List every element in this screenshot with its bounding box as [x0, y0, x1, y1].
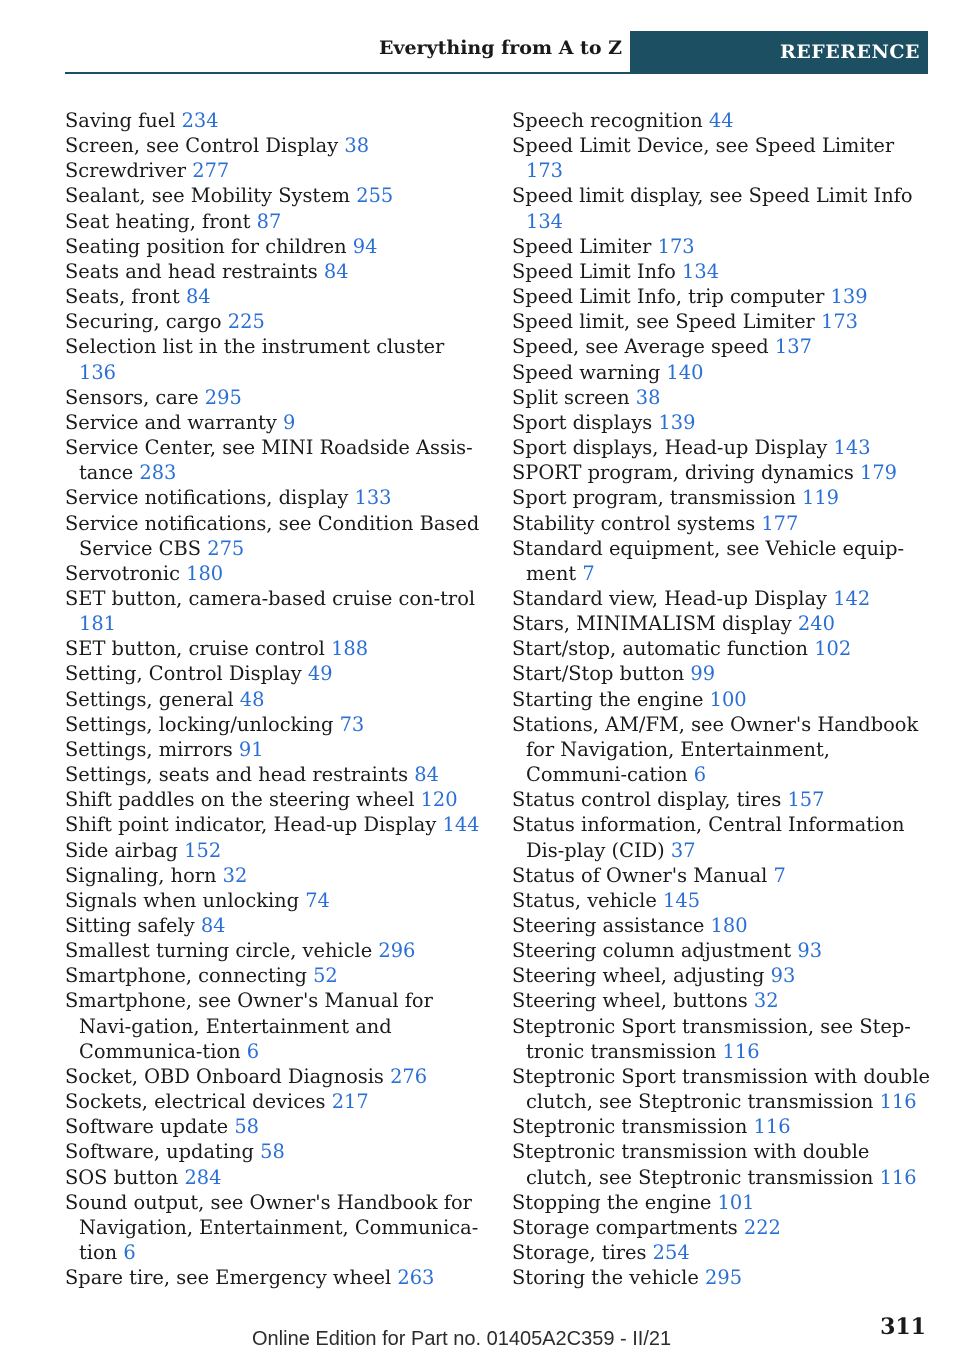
index-entry-page-link[interactable]: 181: [79, 612, 117, 636]
index-entry-term: Side airbag: [65, 838, 178, 862]
index-entry: [65, 913, 485, 938]
index-entry-term: Software update: [65, 1115, 229, 1139]
index-entry: [512, 1114, 937, 1139]
index-entry: [65, 511, 485, 561]
index-entry-page-link[interactable]: 240: [797, 612, 835, 636]
index-entry-term: Settings, locking/unlocking: [65, 712, 334, 736]
index-entry-term: SET button, camera-based cruise con-trol: [65, 586, 476, 610]
index-entry: [512, 108, 937, 133]
index-entry-page-link[interactable]: 73: [339, 712, 365, 736]
index-entry: [65, 234, 485, 259]
index-entry-term: Storage, tires: [512, 1241, 647, 1265]
index-entry: [65, 661, 485, 686]
index-entry-page-link[interactable]: 180: [710, 914, 748, 937]
index-entry-term: Settings, mirrors: [65, 737, 233, 761]
index-entry-term: Shift paddles on the steering wheel: [65, 788, 415, 812]
index-entry: [512, 963, 937, 988]
index-entry-page-link[interactable]: 234: [181, 109, 219, 132]
index-entry: [65, 385, 485, 410]
index-entry-page-link[interactable]: 179: [860, 461, 898, 485]
index-entry-page-link[interactable]: 173: [526, 159, 564, 183]
index-entry-term: Screen, see Control Display: [65, 134, 339, 158]
index-entry-term: Sitting safely: [65, 914, 195, 937]
index-entry-page-link[interactable]: 6: [693, 763, 707, 787]
index-entry-term: Standard equipment, see Vehicle equip-ment: [512, 536, 905, 585]
index-entry: [65, 737, 485, 762]
index-entry-term: Sound output, see Owner's Handbook for Navigation, Entertainment, Communica-tion: [65, 1190, 479, 1265]
index-entry-term: Start/Stop button: [512, 662, 685, 686]
index-entry-term: Speech recognition: [512, 109, 703, 132]
section-title: Everything from A to Z: [378, 37, 622, 59]
index-entry: [512, 611, 937, 636]
index-entry-page-link[interactable]: 74: [305, 888, 330, 912]
index-entry-page-link[interactable]: 93: [797, 939, 823, 963]
index-entry-page-link[interactable]: 7: [773, 863, 786, 887]
index-entry: [65, 133, 485, 158]
index-entry-page-link[interactable]: 84: [323, 259, 349, 283]
index-entry-term: Speed Limit Info, trip computer: [512, 285, 825, 309]
index-entry-term: Service notifications, see Condition Based Service CBS: [65, 511, 480, 560]
index-entry: [65, 561, 485, 586]
index-entry-term: Speed Limiter: [512, 234, 652, 258]
index-entry: [65, 762, 485, 787]
index-entry-term: Sealant, see Mobility System: [65, 184, 351, 208]
index-entry: [65, 838, 485, 863]
index-entry: [512, 863, 937, 888]
index-entry-term: Signals when unlocking: [65, 888, 300, 912]
index-entry: [512, 334, 937, 359]
index-entry-term: Storage compartments: [512, 1215, 738, 1239]
index-entry-term: Steering wheel, buttons: [512, 989, 748, 1013]
index-entry-term: Speed, see Average speed: [512, 335, 769, 359]
index-entry-term: Steering assistance: [512, 914, 705, 937]
index-entry: [65, 1165, 485, 1190]
index-entry-term: Servotronic: [65, 561, 180, 585]
index-entry: [65, 309, 485, 334]
index-entry-page-link[interactable]: 143: [833, 436, 871, 460]
index-entry-term: Socket, OBD Onboard Diagnosis: [65, 1064, 384, 1088]
index-entry-term: Sport program, transmission: [512, 486, 796, 510]
index-entry-term: Sport displays, Head-up Display: [512, 436, 828, 460]
index-entry: [65, 485, 485, 510]
index-entry: [512, 1240, 937, 1265]
index-entry-page-link[interactable]: 139: [830, 285, 868, 309]
index-entry-page-link[interactable]: 137: [774, 335, 812, 359]
index-entry-term: Steptronic transmission: [512, 1115, 748, 1139]
index-entry-page-link[interactable]: 38: [635, 385, 661, 409]
index-entry-page-link[interactable]: 255: [356, 184, 394, 208]
page-number: 311: [880, 1314, 926, 1340]
index-entry-page-link[interactable]: 6: [246, 1039, 260, 1063]
index-entry-term: Sockets, electrical devices: [65, 1090, 326, 1114]
index-entry-term: Split screen: [512, 385, 630, 409]
index-entry-term: Status of Owner's Manual: [512, 863, 768, 887]
index-entry-term: Steptronic Sport transmission, see Step-tronic transmission: [512, 1014, 911, 1063]
index-entry-page-link[interactable]: 283: [139, 461, 177, 485]
index-entry-term: SOS button: [65, 1165, 179, 1189]
index-entry: [65, 988, 485, 1063]
index-entry-term: Software, updating: [65, 1140, 254, 1164]
index-entry: [512, 787, 937, 812]
index-entry: [65, 938, 485, 963]
index-entry-page-link[interactable]: 254: [652, 1241, 690, 1265]
index-entry: [512, 485, 937, 510]
index-entry-page-link[interactable]: 116: [879, 1090, 917, 1114]
index-entry: [65, 284, 485, 309]
index-entry: [65, 1064, 485, 1089]
index-entry-term: Speed limit, see Speed Limiter: [512, 310, 815, 334]
index-entry-term: Status information, Central Information Dis-play (CID): [512, 813, 905, 862]
index-entry: [512, 586, 937, 611]
index-entry-term: Steptronic Sport transmission with double clutch, see Steptronic transmission: [512, 1064, 930, 1114]
index-entry: [512, 360, 937, 385]
index-column-right: [512, 108, 937, 1290]
index-entry: [65, 812, 485, 837]
index-entry: [512, 1190, 937, 1215]
index-entry: [512, 1064, 937, 1114]
index-entry-page-link[interactable]: 116: [722, 1039, 760, 1063]
index-entry-term: Seat heating, front: [65, 209, 251, 233]
index-entry-page-link[interactable]: 44: [708, 109, 734, 132]
index-entry: [65, 183, 485, 208]
index-entry-page-link[interactable]: 102: [814, 637, 852, 661]
index-entry-term: Stability control systems: [512, 511, 756, 535]
index-entry: [65, 1190, 485, 1265]
index-entry-term: Speed warning: [512, 360, 661, 384]
index-entry-page-link[interactable]: 84: [185, 285, 211, 309]
index-entry-term: Saving fuel: [65, 109, 176, 132]
edition-footer: Online Edition for Part no. 01405A2C359 - II/21: [252, 1328, 672, 1350]
index-entry: [65, 1114, 485, 1139]
index-entry: [512, 812, 937, 862]
index-entry: [65, 410, 485, 435]
index-entry-page-link[interactable]: 87: [256, 209, 282, 233]
index-entry-page-link[interactable]: 136: [79, 360, 117, 384]
index-entry: [512, 913, 937, 938]
index-entry-page-link[interactable]: 7: [582, 561, 595, 585]
index-entry-page-link[interactable]: 134: [526, 209, 564, 233]
index-column-left: [65, 108, 485, 1290]
index-entry-term: Seats and head restraints: [65, 259, 318, 283]
index-entry-page-link[interactable]: 173: [821, 310, 859, 334]
index-entry-page-link[interactable]: 120: [420, 788, 458, 812]
index-entry-page-link[interactable]: 119: [802, 486, 840, 510]
index-entry-term: Sport displays: [512, 410, 653, 434]
index-entry-page-link[interactable]: 222: [743, 1215, 781, 1239]
index-entry-page-link[interactable]: 180: [186, 561, 224, 585]
index-entry-page-link[interactable]: 101: [717, 1190, 755, 1214]
index-entry-page-link[interactable]: 188: [331, 637, 369, 661]
index-entry-page-link[interactable]: 58: [260, 1140, 285, 1164]
index-entry-term: Smartphone, see Owner's Manual for Navi-gation, Entertainment and Communica-tion: [65, 989, 433, 1063]
index-entry-page-link[interactable]: 48: [239, 687, 265, 711]
index-entry-term: Stations, AM/FM, see Owner's Handbook for Navigation, Entertainment, Communi-cation: [512, 712, 919, 787]
index-entry-page-link[interactable]: 177: [761, 511, 799, 535]
index-entry: [512, 1139, 937, 1189]
index-entry-term: Securing, cargo: [65, 310, 222, 334]
index-entry-page-link[interactable]: 32: [753, 989, 779, 1013]
index-entry-page-link[interactable]: 276: [390, 1064, 428, 1088]
index-entry: [512, 259, 937, 284]
index-entry: [512, 938, 937, 963]
index-entry-page-link[interactable]: 84: [414, 763, 439, 787]
index-entry-page-link[interactable]: 157: [787, 788, 825, 812]
index-entry-page-link[interactable]: 91: [238, 737, 264, 761]
index-entry: [65, 687, 485, 712]
index-entry: [512, 410, 937, 435]
index-entry-term: Speed Limit Device, see Speed Limiter: [512, 134, 895, 158]
index-entry-page-link[interactable]: 217: [331, 1090, 369, 1114]
index-entry: [65, 259, 485, 284]
index-entry: [65, 636, 485, 661]
index-entry-term: Seating position for children: [65, 234, 347, 258]
index-entry: [512, 284, 937, 309]
index-entry-term: Sensors, care: [65, 385, 199, 409]
index-entry: [512, 988, 937, 1013]
index-entry-term: Service Center, see MINI Roadside Assis-tance: [65, 436, 473, 485]
index-entry-term: Seats, front: [65, 285, 180, 309]
index-entry: [512, 1215, 937, 1240]
index-entry-term: SPORT program, driving dynamics: [512, 461, 854, 485]
index-entry: [512, 687, 937, 712]
index-entry-term: Steering column adjustment: [512, 939, 792, 963]
index-entry-page-link[interactable]: 94: [352, 234, 378, 258]
page-header: [65, 31, 928, 74]
index-entry-page-link[interactable]: 295: [204, 385, 242, 409]
index-entry: [65, 209, 485, 234]
index-entry-page-link[interactable]: 225: [227, 310, 265, 334]
index-entry-page-link[interactable]: 140: [666, 360, 704, 384]
index-entry-term: Steptronic transmission with double clutch, see Steptronic transmission: [512, 1140, 874, 1189]
index-entry-term: Shift point indicator, Head-up Display: [65, 813, 437, 837]
index-entry-term: Signaling, horn: [65, 863, 217, 887]
index-entry-page-link[interactable]: 116: [879, 1165, 917, 1189]
index-entry: [65, 963, 485, 988]
index-entry: [65, 108, 485, 133]
index-entry-term: Setting, Control Display: [65, 662, 302, 686]
index-entry-term: Stopping the engine: [512, 1190, 712, 1214]
index-entry-page-link[interactable]: 99: [690, 662, 716, 686]
index-entry: [512, 234, 937, 259]
index-entry-page-link[interactable]: 52: [313, 964, 338, 988]
index-entry: [512, 661, 937, 686]
index-entry-term: Status, vehicle: [512, 888, 657, 912]
index-entry: [65, 1089, 485, 1114]
index-entry-term: Start/stop, automatic function: [512, 637, 809, 661]
index-entry: [65, 158, 485, 183]
index-entry-page-link[interactable]: 38: [344, 134, 370, 158]
index-entry-page-link[interactable]: 142: [833, 586, 871, 610]
index-entry: [512, 536, 937, 586]
reference-tab: [630, 31, 928, 72]
index-entry-term: Settings, seats and head restraints: [65, 763, 409, 787]
index-entry-page-link[interactable]: 139: [658, 410, 696, 434]
index-entry: [512, 888, 937, 913]
index-entry-term: SET button, cruise control: [65, 637, 325, 661]
index-entry: [512, 309, 937, 334]
index-entry-term: Selection list in the instrument cluster: [65, 335, 445, 359]
index-entry-page-link[interactable]: 296: [378, 939, 416, 963]
index-entry: [512, 636, 937, 661]
index-entry-page-link[interactable]: 93: [770, 964, 796, 988]
reference-tab-label: REFERENCE: [780, 40, 920, 63]
index-entry-term: Service notifications, display: [65, 486, 349, 510]
index-entry-page-link[interactable]: 84: [200, 914, 226, 937]
index-entry-page-link[interactable]: 9: [282, 410, 296, 434]
index-entry: [512, 1265, 937, 1290]
index-entry-page-link[interactable]: 134: [682, 259, 720, 283]
index-entry-term: Status control display, tires: [512, 788, 782, 812]
index-entry-page-link[interactable]: 284: [184, 1165, 222, 1189]
index-entry-page-link[interactable]: 133: [354, 486, 392, 510]
index-entry: [65, 863, 485, 888]
index-entry-page-link[interactable]: 275: [207, 536, 245, 560]
index-entry-page-link[interactable]: 49: [307, 662, 333, 686]
index-entry-page-link[interactable]: 58: [234, 1115, 259, 1139]
index-entry: [65, 334, 485, 384]
index-entry-page-link[interactable]: 145: [663, 888, 701, 912]
index-entry-term: Spare tire, see Emergency wheel: [65, 1266, 392, 1290]
index-entry-page-link[interactable]: 152: [184, 838, 222, 862]
index-entry: [65, 888, 485, 913]
index-entry: [65, 586, 485, 636]
index-entry: [512, 183, 937, 233]
index-entry-page-link[interactable]: 100: [709, 687, 747, 711]
index-entry-page-link[interactable]: 277: [192, 159, 230, 183]
index-entry: [65, 712, 485, 737]
index-entry-term: Smallest turning circle, vehicle: [65, 939, 373, 963]
index-entry: [512, 460, 937, 485]
index-entry-page-link[interactable]: 295: [705, 1266, 743, 1290]
index-entry-page-link[interactable]: 144: [442, 813, 480, 837]
index-entry-page-link[interactable]: 263: [397, 1266, 435, 1290]
index-entry-page-link[interactable]: 32: [222, 863, 248, 887]
index-entry-term: Speed Limit Info: [512, 259, 676, 283]
index-entry: [65, 1265, 485, 1290]
index-entry-term: Settings, general: [65, 687, 234, 711]
index-entry-page-link[interactable]: 116: [753, 1115, 791, 1139]
index-entry-term: Service and warranty: [65, 410, 277, 434]
index-entry-term: Steering wheel, adjusting: [512, 964, 765, 988]
index-entry: [512, 133, 937, 183]
index-entry-term: Stars, MINIMALISM display: [512, 612, 792, 636]
index-entry-term: Standard view, Head-up Display: [512, 586, 828, 610]
index-entry: [512, 435, 937, 460]
index-entry: [65, 1139, 485, 1164]
index-entry: [65, 435, 485, 485]
index-entry: [65, 787, 485, 812]
index-entry: [512, 511, 937, 536]
index-entry-page-link[interactable]: 173: [657, 234, 695, 258]
index-entry-term: Storing the vehicle: [512, 1266, 699, 1290]
index-entry-term: Screwdriver: [65, 159, 187, 183]
index-entry-page-link[interactable]: 6: [123, 1241, 136, 1265]
index-entry-term: Starting the engine: [512, 687, 704, 711]
index-entry: [512, 1014, 937, 1064]
index-entry-page-link[interactable]: 37: [670, 838, 696, 862]
index-entry: [512, 385, 937, 410]
index-entry-term: Smartphone, connecting: [65, 964, 307, 988]
index-entry-term: Speed limit display, see Speed Limit Info: [512, 184, 913, 208]
index-entry: [512, 712, 937, 787]
